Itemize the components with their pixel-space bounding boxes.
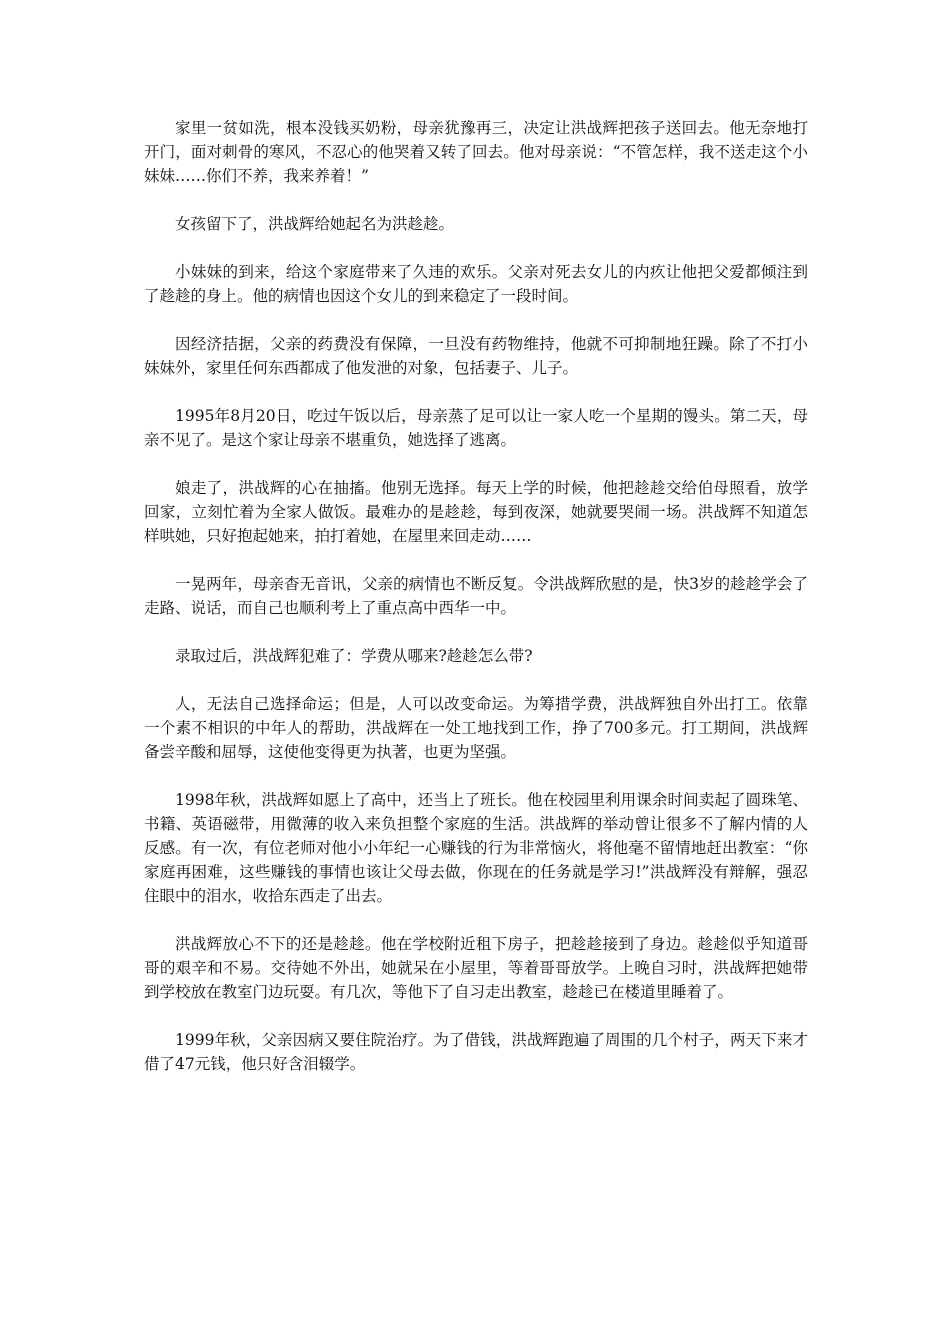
paragraph-1: 家里一贫如洗，根本没钱买奶粉，母亲犹豫再三，决定让洪战辉把孩子送回去。他无奈地打开门，面对刺骨的寒风，不忍心的他哭着又转了回去。他对母亲说：“不管怎样，我不送走这个小妹妹……你们不养，我来养着！” [144, 119, 808, 185]
paragraph-4: 因经济拮据，父亲的药费没有保障，一旦没有药物维持，他就不可抑制地狂躁。除了不打小妹妹外，家里任何东西都成了他发泄的对象，包括妻子、儿子。 [144, 335, 808, 377]
paragraph-3: 小妹妹的到来，给这个家庭带来了久违的欢乐。父亲对死去女儿的内疚让他把父爱都倾注到了趁趁的身上。他的病情也因这个女儿的到来稳定了一段时间。 [144, 263, 808, 305]
paragraph-12: 1999年秋，父亲因病又要住院治疗。为了借钱，洪战辉跑遍了周围的几个村子，两天下来才借了47元钱，他只好含泪辍学。 [144, 1031, 808, 1073]
paragraph-6: 娘走了，洪战辉的心在抽搐。他别无选择。每天上学的时候，他把趁趁交给伯母照看，放学回家，立刻忙着为全家人做饭。最难办的是趁趁，每到夜深，她就要哭闹一场。洪战辉不知道怎样哄她，只好抱起她来，拍打着她，在屋里来回走动…… [144, 479, 808, 545]
paragraph-7: 一晃两年，母亲杳无音讯，父亲的病情也不断反复。令洪战辉欣慰的是，快3岁的趁趁学会了走路、说话，而自己也顺利考上了重点高中西华一中。 [144, 575, 808, 617]
paragraph-2: 女孩留下了，洪战辉给她起名为洪趁趁。 [175, 215, 455, 233]
paragraph-8: 录取过后，洪战辉犯难了：学费从哪来?趁趁怎么带? [175, 647, 533, 665]
paragraph-5: 1995年8月20日，吃过午饭以后，母亲蒸了足可以让一家人吃一个星期的馒头。第二天，母亲不见了。是这个家让母亲不堪重负，她选择了逃离。 [144, 407, 808, 449]
article-body [144, 116, 808, 1100]
paragraph-9: 人，无法自己选择命运；但是，人可以改变命运。为筹措学费，洪战辉独自外出打工。依靠一个素不相识的中年人的帮助，洪战辉在一处工地找到工作，挣了700多元。打工期间，洪战辉备尝辛酸和屈辱，这使他变得更为执著，也更为坚强。 [144, 695, 808, 761]
paragraph-11: 洪战辉放心不下的还是趁趁。他在学校附近租下房子，把趁趁接到了身边。趁趁似乎知道哥哥的艰辛和不易。交待她不外出，她就呆在小屋里，等着哥哥放学。上晚自习时，洪战辉把她带到学校放在教室门边玩耍。有几次，等他下了自习走出教室，趁趁已在楼道里睡着了。 [144, 935, 808, 1001]
paragraph-10: 1998年秋，洪战辉如愿上了高中，还当上了班长。他在校园里利用课余时间卖起了圆珠笔、书籍、英语磁带，用微薄的收入来负担整个家庭的生活。洪战辉的举动曾让很多不了解内情的人反感。有一次，有位老师对他小小年纪一心赚钱的行为非常恼火，将他毫不留情地赶出教室：“你家庭再困难，这些赚钱的事情也该让父母去做，你现在的任务就是学习!”洪战辉没有辩解，强忍住眼中的泪水，收拾东西走了出去。 [144, 791, 808, 905]
